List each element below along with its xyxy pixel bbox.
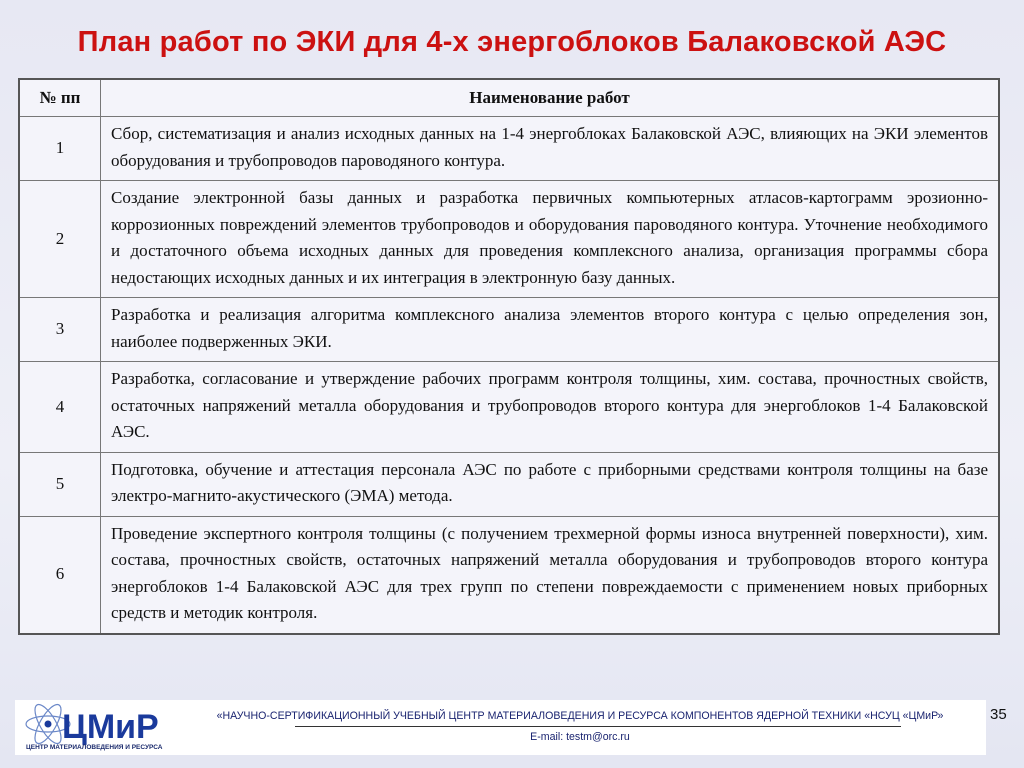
row-number: 4 [19, 362, 101, 453]
table-row [19, 298, 999, 362]
footer-bar [15, 700, 986, 755]
cmir-logo [18, 702, 166, 753]
table-row [19, 181, 999, 298]
row-text: Разработка, согласование и утверждение рабочих программ контроля толщины, хим. состава, прочностных свойств, остаточных напряжений металла оборудования и трубопроводов второго контура для энергоблоков 1-4 Балаковской АЭС. [101, 362, 1000, 453]
row-text: Создание электронной базы данных и разработка первичных компьютерных атласов-картограмм эрозионно-коррозионных повреждений элементов трубопроводов и оборудования пароводяного контура. Уточнение необходимого и достаточного объема исходных данных для проведения комплексного анализа, организация программы сбора недостающих исходных данных и их интеграция в электронную базу данных. [101, 181, 1000, 298]
table-row [19, 117, 999, 181]
page-number: 35 [990, 706, 1007, 723]
row-number: 1 [19, 117, 101, 181]
row-number: 2 [19, 181, 101, 298]
table-row [19, 516, 999, 634]
page-title: План работ по ЭКИ для 4-х энергоблоков Балаковской АЭС [77, 26, 947, 58]
work-plan-table [18, 78, 1000, 635]
footer-divider [295, 726, 901, 727]
atom-logo-icon [18, 702, 166, 746]
organization-name: «НАУЧНО-СЕРТИФИКАЦИОННЫЙ УЧЕБНЫЙ ЦЕНТР МАТЕРИАЛОВЕДЕНИЯ И РЕСУРСА КОМПОНЕНТОВ ЯДЕРНОЙ ТЕХНИКИ «НСУЦ «ЦМиР» [216, 710, 944, 722]
table-row [19, 362, 999, 453]
logo-caption: ЦЕНТР МАТЕРИАЛОВЕДЕНИЯ И РЕСУРСА [26, 744, 163, 751]
row-number: 6 [19, 516, 101, 634]
row-text: Подготовка, обучение и аттестация персонала АЭС по работе с приборными средствами контроля толщины на базе электро-магнито-акустического (ЭМА) метода. [101, 452, 1000, 516]
row-text: Сбор, систематизация и анализ исходных данных на 1-4 энергоблоках Балаковской АЭС, влияющих на ЭКИ элементов оборудования и трубопроводов пароводяного контура. [101, 117, 1000, 181]
header-name: Наименование работ [101, 79, 1000, 117]
row-number: 5 [19, 452, 101, 516]
header-number: № пп [19, 79, 101, 117]
logo-text: ЦМиР [62, 708, 159, 746]
row-number: 3 [19, 298, 101, 362]
email-link[interactable]: E-mail: testm@orc.ru [530, 731, 630, 743]
table-row [19, 452, 999, 516]
row-text: Разработка и реализация алгоритма комплексного анализа элементов второго контура с целью определения зон, наиболее подверженных ЭКИ. [101, 298, 1000, 362]
row-text: Проведение экспертного контроля толщины (с получением трехмерной формы износа внутренней поверхности), хим. состава, прочностных свойств, остаточных напряжений металла оборудования и трубопроводов второго контура энергоблоков 1-4 Балаковской АЭС для трех групп по степени повреждаемости с применением новых приборных средств и методик контроля. [101, 516, 1000, 634]
table-header-row [19, 79, 999, 117]
